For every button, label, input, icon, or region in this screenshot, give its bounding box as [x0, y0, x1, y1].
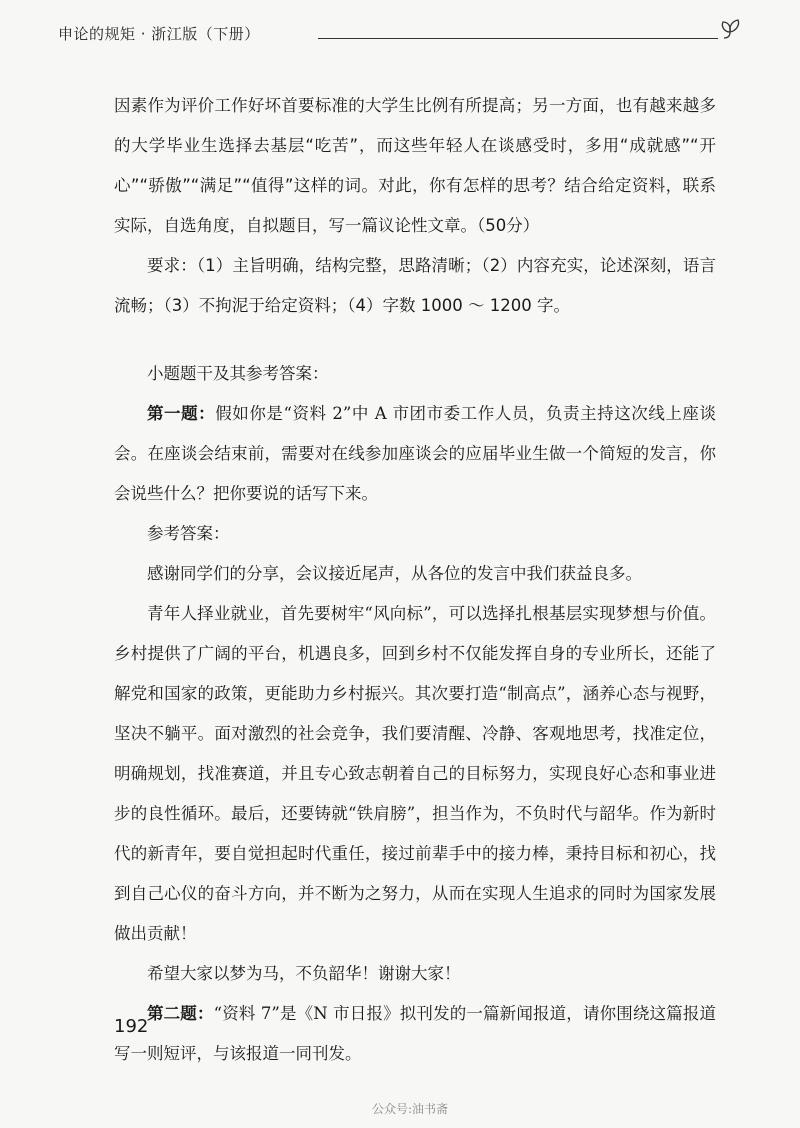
answer-paragraph-2: 青年人择业就业，首先要树牢“风向标”，可以选择扎根基层实现梦想与价值。乡村提供了广阔的平台，机遇良多，回到乡村不仅能发挥自身的专业所长，还能了解党和国家的政策，更能助力乡村振兴。其次要打造“制高点”，涵养心态与视野，坚决不躺平。面对激烈的社会竞争，我们要清醒、冷静、客观地思考，找准定位，明确规划，找准赛道，并且专心致志朝着自己的目标努力，实现良好心态和事业进步的良性循环。最后，还要铸就“铁肩膀”，担当作为，不负时代与韶华。作为新时代的新青年，要自觉担起时代重任，接过前辈手中的接力棒，秉持目标和初心，找到自己心仪的奋斗方向，并不断为之努力，从而在实现人生追求的同时为国家发展做出贡献！	[114, 604, 716, 943]
section-heading: 小题题干及其参考答案：	[147, 364, 329, 383]
sprout-icon	[718, 14, 746, 48]
page-header	[58, 14, 728, 50]
answer-paragraph-3: 希望大家以梦为马，不负韶华！谢谢大家！	[147, 964, 461, 983]
watermark: 公众号:油书斋	[372, 1102, 449, 1116]
question-1-label: 第一题：	[147, 404, 216, 423]
question-2-text: “资料 7”是《N 市日报》拟刊发的一篇新闻报道，请你围绕这篇报道写一则短评，与该报道一同刊发。	[114, 1004, 717, 1063]
header-rule	[318, 38, 718, 39]
intro-paragraph: 因素作为评价工作好坏首要标准的大学生比例有所提高；另一方面，也有越来越多的大学毕业生选择去基层“吃苦”，而这些年轻人在谈感受时，多用“成就感”“开心”“骄傲”“满足”“值得”这样的词。对此，你有怎样的思考？结合给定资料，联系实际，自选角度，自拟题目，写一篇议论性文章。（50分）	[114, 96, 716, 235]
question-2	[114, 994, 716, 1074]
page-body	[114, 86, 716, 1074]
answer-paragraph-1: 感谢同学们的分享，会议接近尾声，从各位的发言中我们获益良多。	[147, 564, 642, 583]
book-title: 申论的规矩 · 浙江版（下册）	[58, 23, 268, 44]
answer-label: 参考答案：	[147, 524, 230, 543]
question-1-text: 假如你是“资料 2”中 A 市团市委工作人员，负责主持这次线上座谈会。在座谈会结束前，需要对在线参加座谈会的应届毕业生做一个简短的发言，你会说些什么？把你要说的话写下来。	[114, 404, 716, 503]
question-1	[114, 394, 716, 514]
requirements-paragraph: 要求：（1）主旨明确，结构完整，思路清晰；（2）内容充实，论述深刻，语言流畅；（3）不拘泥于给定资料；（4）字数 1000 ～ 1200 字。	[114, 256, 716, 315]
page-number: 192	[114, 1016, 149, 1037]
question-2-label: 第二题：	[147, 1004, 214, 1023]
